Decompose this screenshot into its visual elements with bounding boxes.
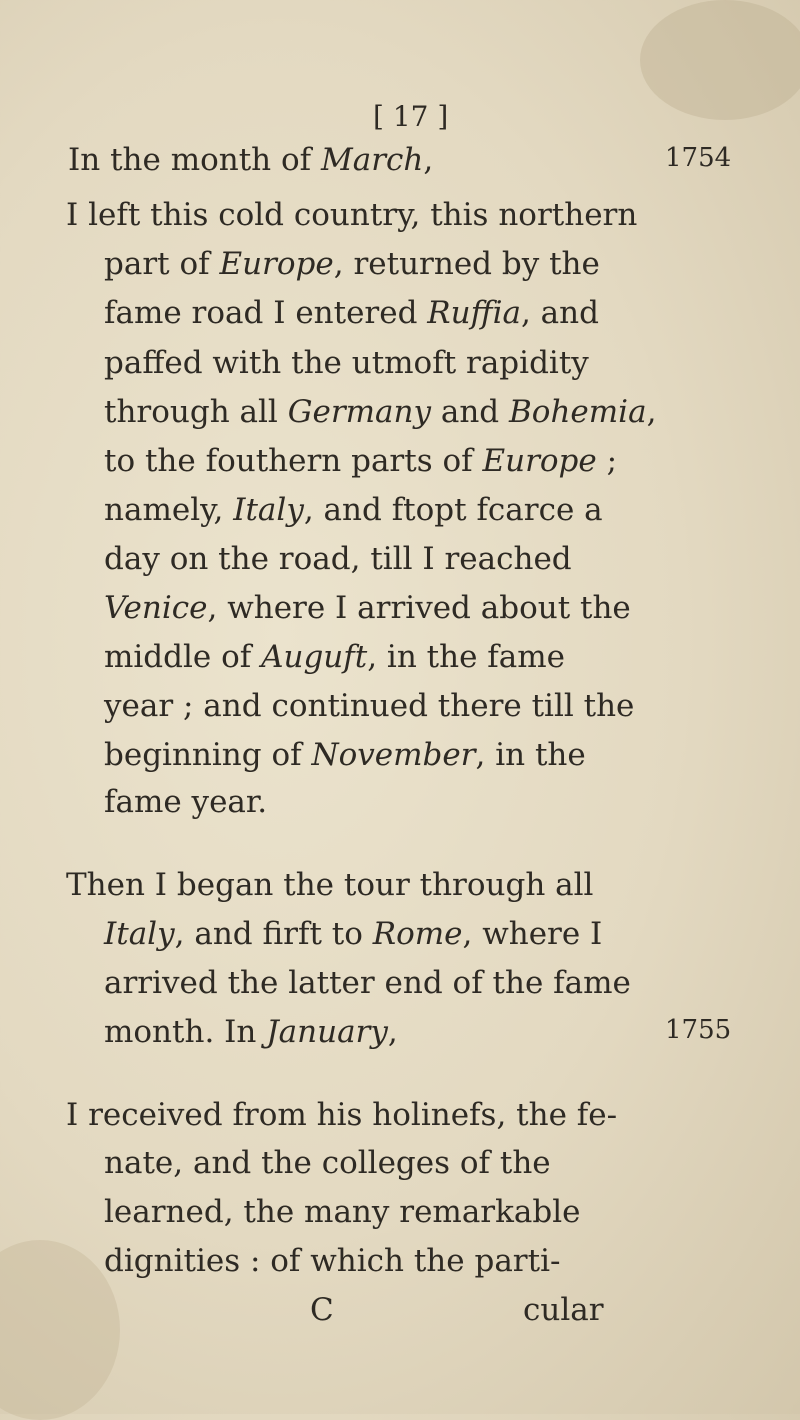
text-line: through all Germany and Bohemia, [104,394,657,430]
year-marginal-2: 1755 [665,1015,732,1045]
year-marginal-1: 1754 [665,143,732,173]
text-line: Then I began the tour through all [66,867,594,903]
text-line: fame road I entered Ruffia, and [104,295,599,331]
text-line: arrived the latter end of the fame [104,965,631,1001]
text-line: to the fouthern parts of Europe ; [104,443,618,479]
text-line: I left this cold country, this northern [66,197,638,233]
text-line: month. In January, [104,1014,398,1050]
page-number: [ 17 ] [373,100,449,133]
text-line: namely, Italy, and ftopt fcarce a [104,492,603,528]
text-line: part of Europe, returned by the [104,246,600,282]
text-line: Venice, where I arrived about the [104,590,631,626]
text-line: year ; and continued there till the [104,688,635,724]
heading-punct: , [423,142,434,178]
text-line: fame year. [104,784,268,820]
text-line: day on the road, till I reached [104,541,572,577]
text-line: paffed with the utmoft rapidity [104,345,589,381]
signature-mark: C [310,1292,334,1328]
paper-stain [0,1240,120,1420]
heading-line [68,140,433,180]
text-line: beginning of November, in the [104,737,586,773]
heading-month: March [320,142,424,178]
text-line: learned, the many remarkable [104,1194,581,1230]
catchword: cular [523,1292,604,1328]
heading-text: In the month of [68,142,321,178]
text-line: nate, and the colleges of the [104,1145,551,1181]
text-line: dignities : of which the parti- [104,1243,561,1279]
text-line: middle of Auguft, in the fame [104,639,565,675]
paper-stain [640,0,800,120]
text-line: I received from his holinefs, the fe- [66,1097,618,1133]
text-line: Italy, and firft to Rome, where I [104,916,603,952]
